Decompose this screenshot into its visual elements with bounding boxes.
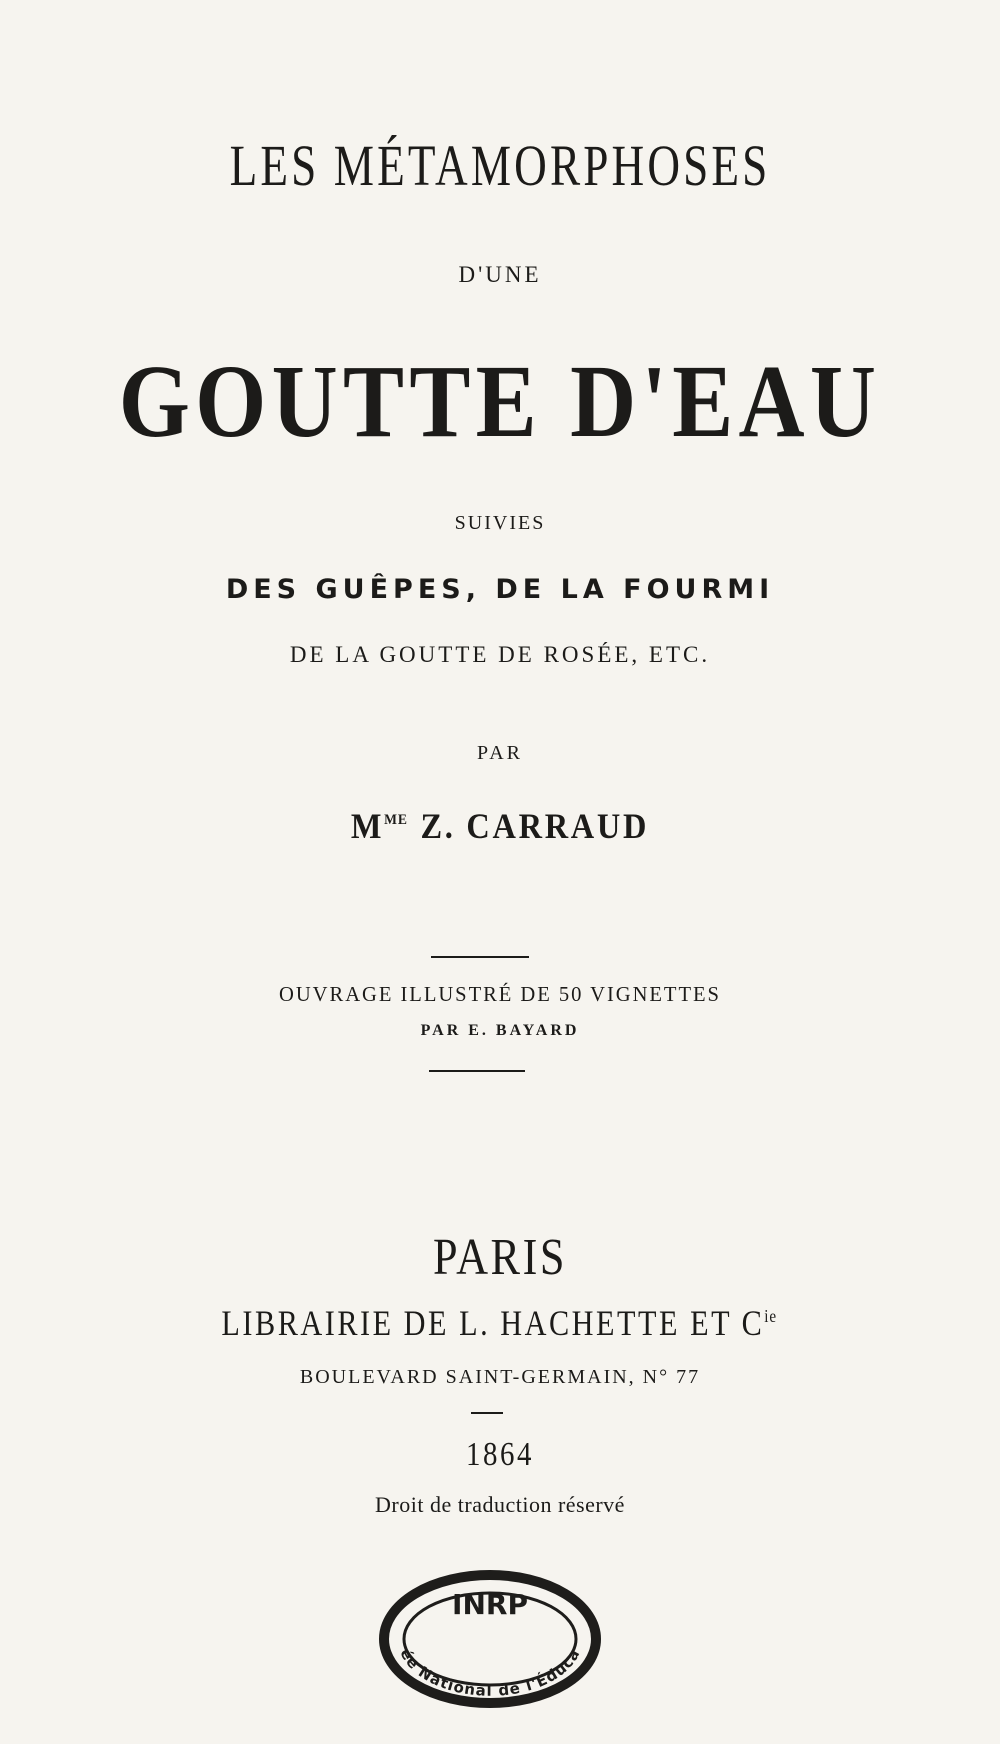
- author-name: Z. CARRAUD: [420, 806, 650, 846]
- address: BOULEVARD SAINT-GERMAIN, N° 77: [299, 1366, 701, 1388]
- subtitle-rest: DE LA GOUTTE DE ROSÉE, ETC.: [289, 642, 711, 667]
- stamp-ring-text: ée National de l'Éduca: [396, 1645, 584, 1700]
- stamp-top-text: INRP: [452, 1588, 528, 1621]
- bottom-divider: [429, 1070, 525, 1072]
- library-stamp: [375, 1568, 605, 1710]
- publisher: [80, 1302, 920, 1344]
- year: 1864: [466, 1436, 534, 1473]
- stamp-icon: [375, 1568, 605, 1710]
- author: [50, 805, 950, 847]
- subtitle-intro: SUIVIES: [454, 512, 546, 534]
- subtitle-main: DES GUÊPES, DE LA FOURMI: [225, 574, 775, 605]
- city: PARIS: [433, 1229, 567, 1286]
- publisher-name: LIBRAIRIE DE L. HACHETTE ET C: [221, 1303, 765, 1343]
- author-prefix-sup: ME: [384, 811, 408, 828]
- main-title: GOUTTE D'EAU: [118, 344, 882, 459]
- illustrator: PAR E. BAYARD: [420, 1022, 580, 1039]
- top-divider: [431, 956, 529, 958]
- author-prefix: M: [350, 806, 385, 846]
- title-line-1: LES MÉTAMORPHOSES: [229, 133, 771, 198]
- by-label: PAR: [476, 742, 524, 764]
- address-dash: [471, 1412, 503, 1414]
- publisher-sup: ie: [764, 1306, 777, 1327]
- rights-notice: Droit de traduction réservé: [375, 1492, 625, 1517]
- title-line-2: D'UNE: [458, 262, 542, 287]
- illustration-note: OUVRAGE ILLUSTRÉ DE 50 VIGNETTES: [279, 982, 721, 1006]
